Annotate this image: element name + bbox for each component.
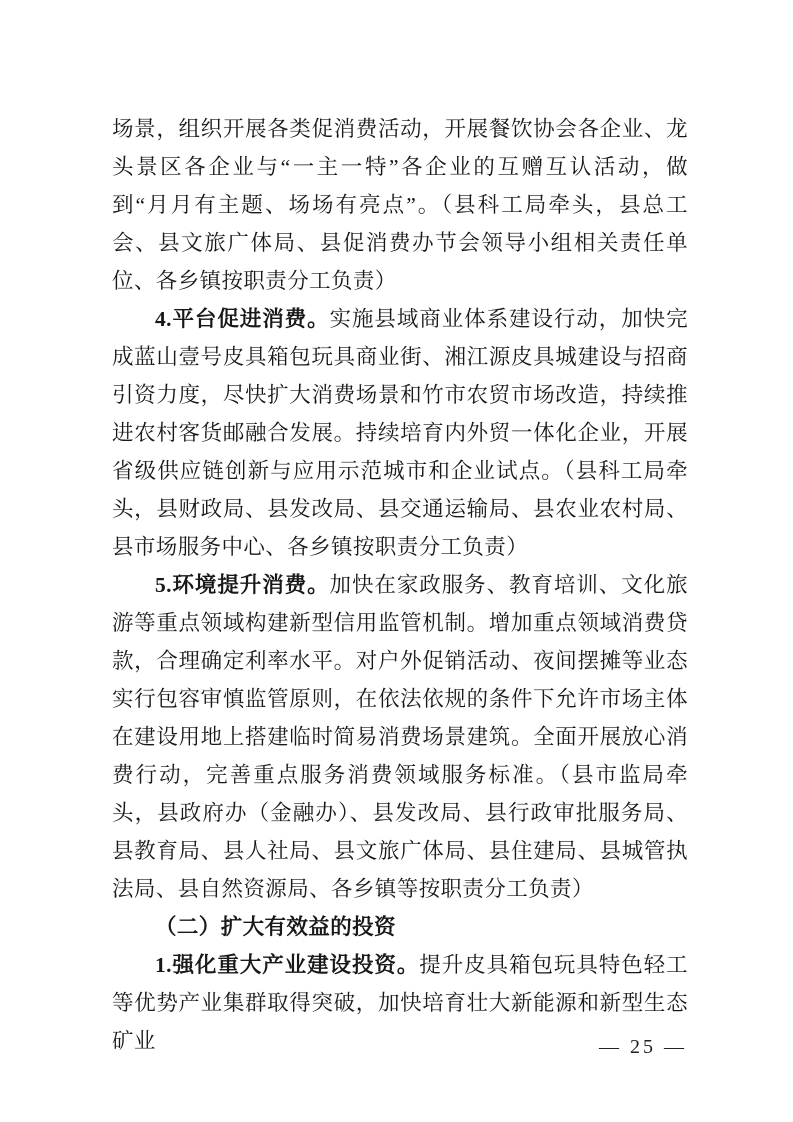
body-text: 提升皮具箱包玩具特色轻工等优势产业集群取得突破，加快培育壮大新能源和新型生态矿业	[112, 953, 688, 1053]
paragraph-continuation	[112, 110, 688, 300]
document-body	[112, 110, 688, 1060]
paragraph-item-5	[112, 566, 688, 908]
page-number: — 25 —	[599, 1036, 687, 1058]
emphasis-text: 5.环境提升消费。	[155, 573, 330, 597]
paragraph-item-4	[112, 300, 688, 566]
emphasis-text: 4.平台促进消费。	[155, 307, 330, 331]
emphasis-text: （二）扩大有效益的投资	[155, 915, 396, 939]
emphasis-text: 1.强化重大产业建设投资。	[155, 953, 420, 977]
body-text: 场景，组织开展各类促消费活动，开展餐饮协会各企业、龙头景区各企业与“一主一特”各企业的互赠互认活动，做到“月月有主题、场场有亮点”。（县科工局牵头，县总工会、县文旅广体局、县促消费办节会领导小组相关责任单位、各乡镇按职责分工负责）	[112, 117, 688, 293]
body-text: 加快在家政服务、教育培训、文化旅游等重点领域构建新型信用监管机制。增加重点领域消费贷款，合理确定利率水平。对户外促销活动、夜间摆摊等业态实行包容审慎监管原则，在依法依规的条件下允许市场主体在建设用地上搭建临时简易消费场景建筑。全面开展放心消费行动，完善重点服务消费领域服务标准。（县市监局牵头，县政府办（金融办）、县发改局、县行政审批服务局、县教育局、县人社局、县文旅广体局、县住建局、县城管执法局、县自然资源局、各乡镇等按职责分工负责）	[112, 573, 688, 901]
body-text: 实施县域商业体系建设行动，加快完成蓝山壹号皮具箱包玩具商业街、湘江源皮具城建设与招商引资力度，尽快扩大消费场景和竹市农贸市场改造，持续推进农村客货邮融合发展。持续培育内外贸一体化企业，开展省级供应链创新与应用示范城市和企业试点。（县科工局牵头，县财政局、县发改局、县交通运输局、县农业农村局、县市场服务中心、各乡镇按职责分工负责）	[112, 307, 688, 559]
section-heading	[112, 908, 688, 946]
